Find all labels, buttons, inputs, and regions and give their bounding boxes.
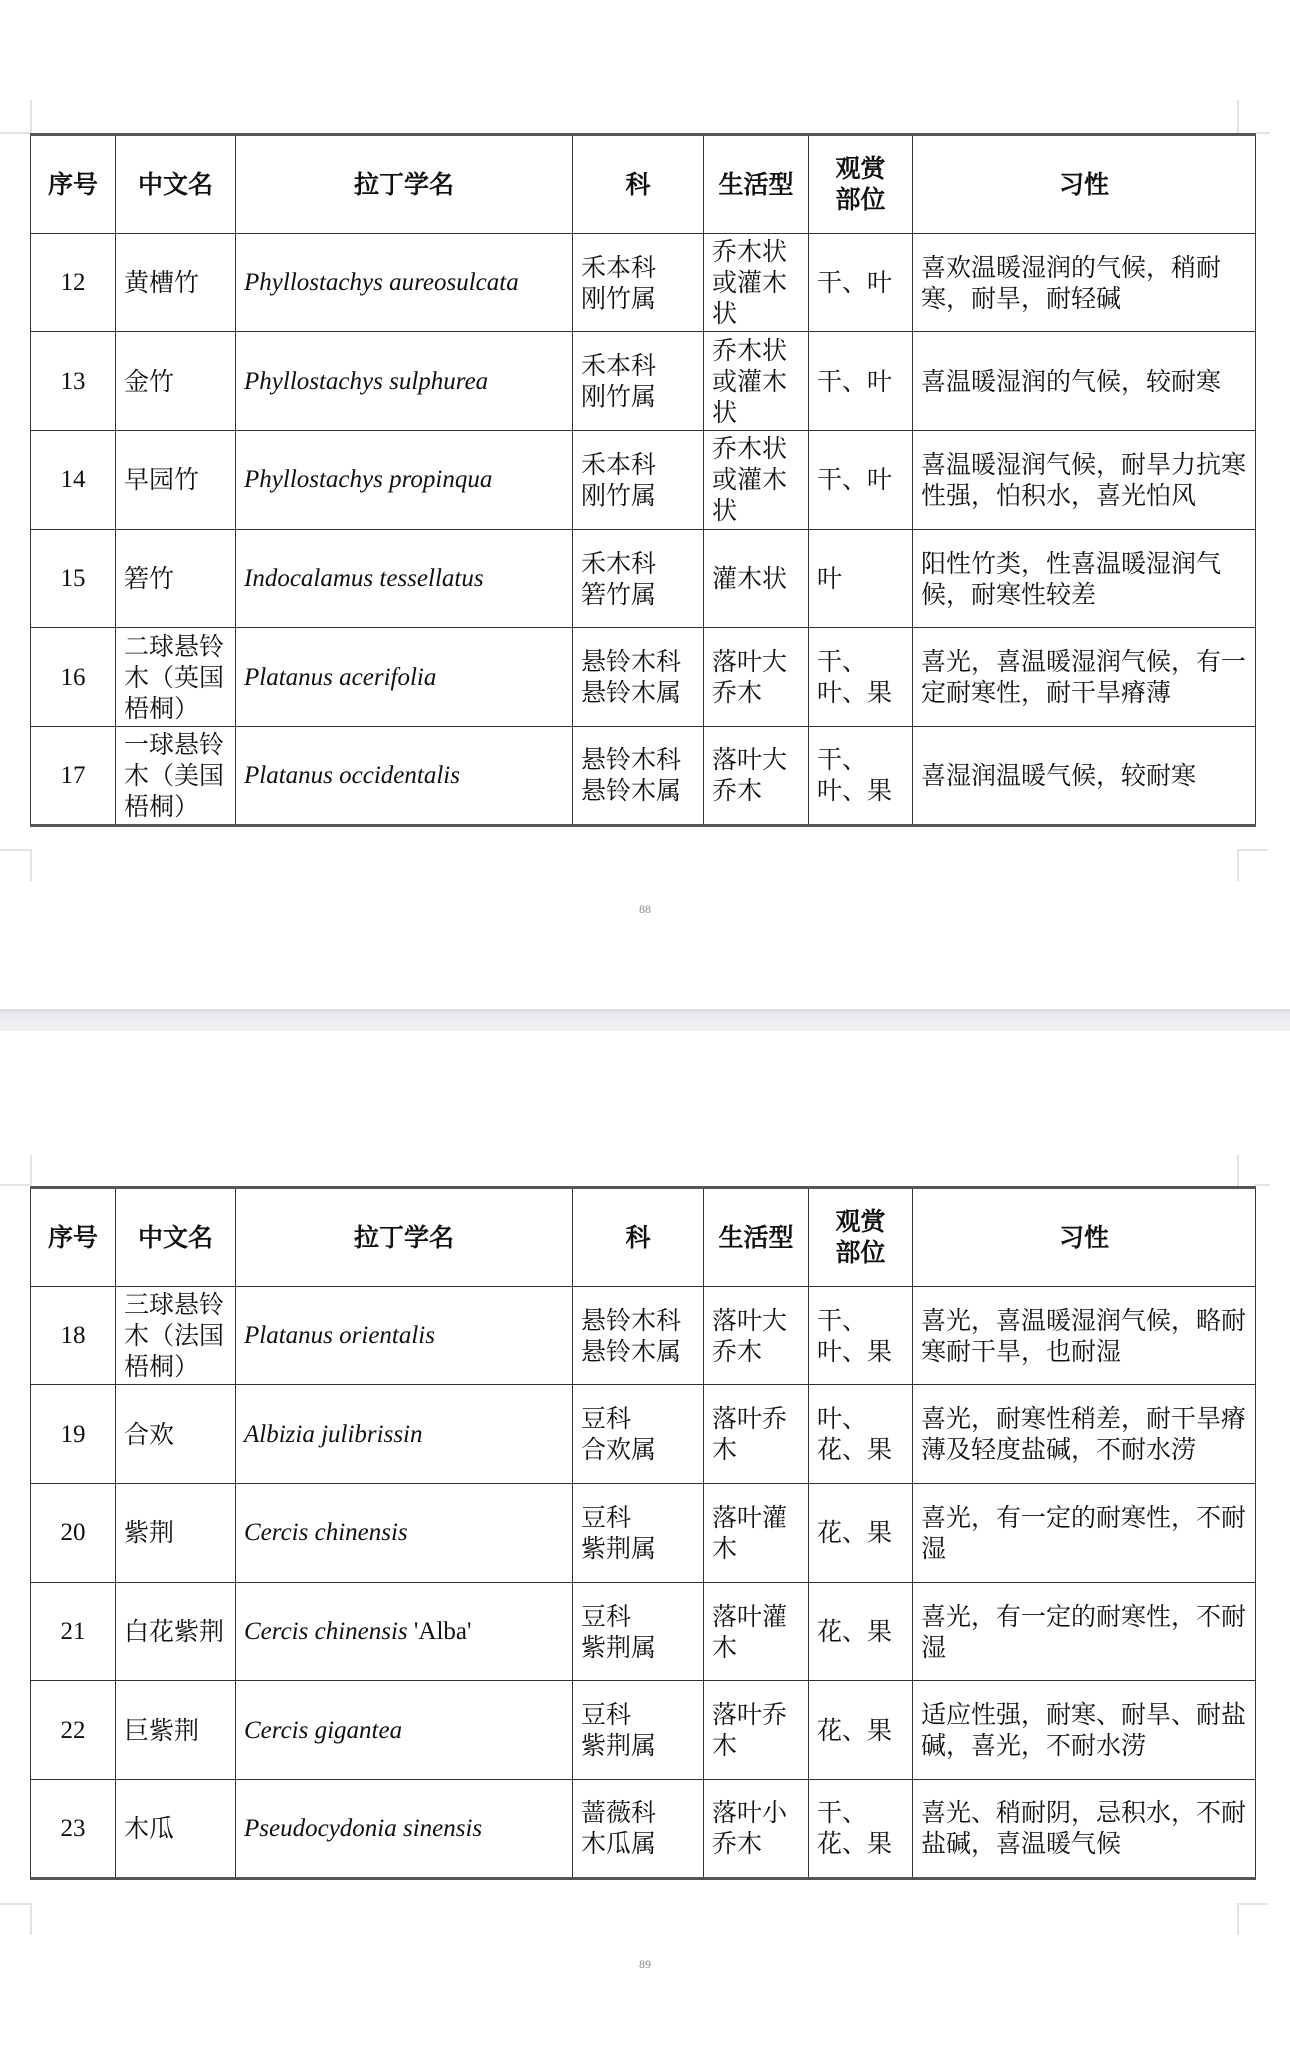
cell-life-form: 落叶大 乔木 xyxy=(704,628,809,727)
cell-habit: 喜光、稍耐阴，忌积水，不耐盐碱，喜温暖气候 xyxy=(913,1780,1256,1879)
cell-number: 12 xyxy=(31,233,116,332)
cell-latin-name xyxy=(236,1286,573,1385)
cell-habit: 喜温暖湿润的气候，较耐寒 xyxy=(913,332,1256,431)
cell-habit: 喜光，耐寒性稍差，耐干旱瘠薄及轻度盐碱，不耐水涝 xyxy=(913,1385,1256,1484)
cell-life-form: 落叶大 乔木 xyxy=(704,727,809,826)
cell-ornamental-part: 叶、花、果 xyxy=(809,1385,913,1484)
cell-chinese-name: 黄槽竹 xyxy=(116,233,236,332)
cell-number: 13 xyxy=(31,332,116,431)
cell-chinese-name: 箬竹 xyxy=(116,529,236,628)
cell-life-form: 落叶大 乔木 xyxy=(704,1286,809,1385)
cell-life-form: 落叶灌 木 xyxy=(704,1484,809,1583)
crop-mark xyxy=(30,1903,32,1935)
col-header-number: 序号 xyxy=(31,135,116,234)
cell-latin-name xyxy=(236,1681,573,1780)
cell-life-form: 灌木状 xyxy=(704,529,809,628)
cell-habit: 喜光，有一定的耐寒性，不耐湿 xyxy=(913,1582,1256,1681)
cell-ornamental-part: 花、果 xyxy=(809,1681,913,1780)
cell-family-genus: 禾木科 箬竹属 xyxy=(573,529,704,628)
cell-chinese-name: 白花紫荆 xyxy=(116,1582,236,1681)
col-header-chinese-name: 中文名 xyxy=(116,1188,236,1287)
col-header-family: 科 xyxy=(573,1188,704,1287)
table-row xyxy=(31,1582,1256,1681)
cell-ornamental-part: 干、叶 xyxy=(809,431,913,530)
col-header-life-form: 生活型 xyxy=(704,1188,809,1287)
col-header-ornamental-part: 观赏 部位 xyxy=(809,1188,913,1287)
cell-ornamental-part: 花、果 xyxy=(809,1582,913,1681)
table-row xyxy=(31,529,1256,628)
cell-number: 14 xyxy=(31,431,116,530)
crop-mark xyxy=(1237,1155,1239,1186)
table-row xyxy=(31,1484,1256,1583)
cell-life-form: 落叶小 乔木 xyxy=(704,1780,809,1879)
document-page-88 xyxy=(0,0,1290,1009)
cell-latin-name xyxy=(236,529,573,628)
table-row xyxy=(31,1286,1256,1385)
latin-binomial: Cercis chinensis xyxy=(244,1618,408,1646)
crop-mark xyxy=(30,100,32,133)
cell-chinese-name: 三球悬铃木（法国梧桐） xyxy=(116,1286,236,1385)
cell-habit: 喜温暖湿润气候，耐旱力抗寒性强，怕积水，喜光怕风 xyxy=(913,431,1256,530)
cell-habit: 喜光，喜温暖湿润气候，有一定耐寒性，耐干旱瘠薄 xyxy=(913,628,1256,727)
latin-binomial: Platanus orientalis xyxy=(244,1322,435,1350)
table-row xyxy=(31,1681,1256,1780)
cell-number: 21 xyxy=(31,1582,116,1681)
table-row xyxy=(31,431,1256,530)
table-header-row xyxy=(31,1188,1256,1287)
crop-mark xyxy=(1237,1903,1268,1905)
latin-binomial: Phyllostachys sulphurea xyxy=(244,367,489,395)
cell-family-genus: 豆科 紫荆属 xyxy=(573,1582,704,1681)
crop-mark xyxy=(1255,1184,1270,1186)
latin-binomial: Phyllostachys aureosulcata xyxy=(244,269,519,297)
cell-family-genus: 豆科 紫荆属 xyxy=(573,1681,704,1780)
crop-mark xyxy=(1237,849,1239,881)
col-header-life-form: 生活型 xyxy=(704,135,809,234)
cell-number: 18 xyxy=(31,1286,116,1385)
cell-family-genus: 悬铃木科 悬铃木属 xyxy=(573,1286,704,1385)
cell-number: 17 xyxy=(31,727,116,826)
crop-mark xyxy=(30,849,32,881)
cell-ornamental-part: 干、叶、果 xyxy=(809,628,913,727)
cell-life-form: 乔木状 或灌木 状 xyxy=(704,332,809,431)
cell-chinese-name: 早园竹 xyxy=(116,431,236,530)
latin-binomial: Indocalamus tessellatus xyxy=(244,565,484,593)
cell-ornamental-part: 干、花、果 xyxy=(809,1780,913,1879)
cell-number: 15 xyxy=(31,529,116,628)
cell-ornamental-part: 干、叶 xyxy=(809,233,913,332)
plant-table xyxy=(30,1186,1256,1880)
latin-binomial: Platanus occidentalis xyxy=(244,761,460,789)
cell-latin-name xyxy=(236,1582,573,1681)
latin-binomial: Cercis gigantea xyxy=(244,1716,403,1744)
crop-mark xyxy=(0,1903,30,1905)
cell-latin-name xyxy=(236,233,573,332)
crop-mark xyxy=(0,849,30,851)
cell-life-form: 乔木状 或灌木 状 xyxy=(704,233,809,332)
cell-habit: 喜湿润温暖气候，较耐寒 xyxy=(913,727,1256,826)
plant-table xyxy=(30,133,1256,827)
cell-life-form: 落叶乔 木 xyxy=(704,1681,809,1780)
col-header-chinese-name: 中文名 xyxy=(116,135,236,234)
table-row xyxy=(31,1385,1256,1484)
col-header-habit: 习性 xyxy=(913,1188,1256,1287)
cell-latin-name xyxy=(236,431,573,530)
latin-binomial: Phyllostachys propinqua xyxy=(244,466,493,494)
cell-family-genus: 禾本科 刚竹属 xyxy=(573,431,704,530)
cell-ornamental-part: 干、叶、果 xyxy=(809,1286,913,1385)
table-row xyxy=(31,1780,1256,1879)
cell-latin-name xyxy=(236,628,573,727)
cell-life-form: 乔木状 或灌木 状 xyxy=(704,431,809,530)
cell-ornamental-part: 花、果 xyxy=(809,1484,913,1583)
cell-chinese-name: 二球悬铃木（英国梧桐） xyxy=(116,628,236,727)
latin-binomial: Albizia julibrissin xyxy=(244,1420,423,1448)
cell-ornamental-part: 干、叶 xyxy=(809,332,913,431)
cell-latin-name xyxy=(236,1780,573,1879)
cell-latin-name xyxy=(236,1484,573,1583)
cell-habit: 阳性竹类，性喜温暖湿润气候，耐寒性较差 xyxy=(913,529,1256,628)
cell-habit: 喜光，有一定的耐寒性，不耐湿 xyxy=(913,1484,1256,1583)
cell-number: 16 xyxy=(31,628,116,727)
cell-habit: 适应性强，耐寒、耐旱、耐盐碱，喜光，不耐水涝 xyxy=(913,1681,1256,1780)
table-row xyxy=(31,628,1256,727)
table-row xyxy=(31,332,1256,431)
cell-family-genus: 禾本科 刚竹属 xyxy=(573,233,704,332)
col-header-ornamental-part: 观赏 部位 xyxy=(809,135,913,234)
cell-chinese-name: 紫荆 xyxy=(116,1484,236,1583)
crop-mark xyxy=(30,1155,32,1186)
cell-family-genus: 豆科 合欢属 xyxy=(573,1385,704,1484)
table-row xyxy=(31,727,1256,826)
cell-ornamental-part: 干、叶、果 xyxy=(809,727,913,826)
cell-latin-name xyxy=(236,727,573,826)
cell-life-form: 落叶灌 木 xyxy=(704,1582,809,1681)
cell-latin-name xyxy=(236,332,573,431)
table-row xyxy=(31,233,1256,332)
cell-family-genus: 悬铃木科 悬铃木属 xyxy=(573,727,704,826)
cell-number: 22 xyxy=(31,1681,116,1780)
cell-chinese-name: 一球悬铃木（美国梧桐） xyxy=(116,727,236,826)
cell-ornamental-part: 叶 xyxy=(809,529,913,628)
latin-binomial: Pseudocydonia sinensis xyxy=(244,1814,483,1842)
cell-number: 23 xyxy=(31,1780,116,1879)
page-separator xyxy=(0,1009,1290,1031)
crop-mark xyxy=(0,132,30,134)
crop-mark xyxy=(1237,1903,1239,1935)
col-header-latin-name: 拉丁学名 xyxy=(236,135,573,234)
cultivar-name: 'Alba' xyxy=(407,1618,472,1646)
cell-chinese-name: 合欢 xyxy=(116,1385,236,1484)
page-number: 89 xyxy=(639,1957,651,1971)
col-header-latin-name: 拉丁学名 xyxy=(236,1188,573,1287)
cell-family-genus: 悬铃木科 悬铃木属 xyxy=(573,628,704,727)
crop-mark xyxy=(0,1184,30,1186)
cell-family-genus: 豆科 紫荆属 xyxy=(573,1484,704,1583)
crop-mark xyxy=(1237,849,1268,851)
col-header-family: 科 xyxy=(573,135,704,234)
cell-family-genus: 禾本科 刚竹属 xyxy=(573,332,704,431)
cell-chinese-name: 木瓜 xyxy=(116,1780,236,1879)
cell-chinese-name: 金竹 xyxy=(116,332,236,431)
table-header-row xyxy=(31,135,1256,234)
cell-latin-name xyxy=(236,1385,573,1484)
cell-habit: 喜欢温暖湿润的气候，稍耐寒，耐旱，耐轻碱 xyxy=(913,233,1256,332)
cell-family-genus: 蔷薇科 木瓜属 xyxy=(573,1780,704,1879)
cell-habit: 喜光，喜温暖湿润气候，略耐寒耐干旱，也耐湿 xyxy=(913,1286,1256,1385)
page-number: 88 xyxy=(639,902,651,916)
col-header-habit: 习性 xyxy=(913,135,1256,234)
latin-binomial: Cercis chinensis xyxy=(244,1519,408,1547)
document-page-89 xyxy=(0,1031,1290,2053)
latin-binomial: Platanus acerifolia xyxy=(244,663,437,691)
cell-number: 19 xyxy=(31,1385,116,1484)
crop-mark xyxy=(1237,100,1239,133)
crop-mark xyxy=(1255,132,1270,134)
cell-number: 20 xyxy=(31,1484,116,1583)
col-header-number: 序号 xyxy=(31,1188,116,1287)
cell-chinese-name: 巨紫荆 xyxy=(116,1681,236,1780)
cell-life-form: 落叶乔 木 xyxy=(704,1385,809,1484)
